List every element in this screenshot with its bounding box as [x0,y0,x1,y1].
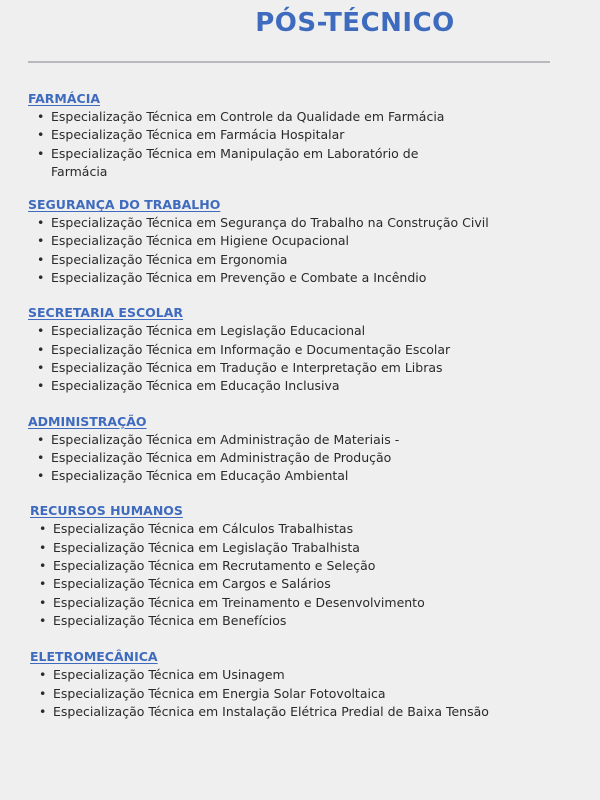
course-list [0,90,600,721]
list-item: • Especialização Técnica em Instalação Elétrica Predial de Baixa Tensão [30,703,573,721]
section-title[interactable]: ELETROMECÂNICA [30,649,158,665]
section-title[interactable]: SEGURANÇA DO TRABALHO [28,197,221,213]
section-title[interactable]: SECRETARIA ESCOLAR [28,305,184,321]
list-item: • Especialização Técnica em Administração de Materiais - [28,431,571,449]
section-farmacia [28,90,600,181]
section-eletromecanica [30,648,600,721]
section-secretaria-escolar [28,304,600,395]
section-recursos-humanos [30,502,600,630]
list-item: • Especialização Técnica em Informação e Documentação Escolar [28,341,571,359]
list-item: • Especialização Técnica em Benefícios [30,612,573,630]
list-item: • Especialização Técnica em Educação Inclusiva [28,377,571,395]
list-item: • Especialização Técnica em Manipulação em Laboratório de Farmácia [28,145,451,182]
list-item: • Especialização Técnica em Cálculos Trabalhistas [30,520,573,538]
list-item: • Especialização Técnica em Treinamento e Desenvolvimento [30,594,573,612]
list-item: • Especialização Técnica em Controle da Qualidade em Farmácia [28,108,451,126]
list-item: • Especialização Técnica em Energia Solar Fotovoltaica [30,685,573,703]
section-seguranca-do-trabalho [28,196,600,287]
section-title[interactable]: RECURSOS HUMANOS [30,503,183,519]
list-item: • Especialização Técnica em Legislação Educacional [28,322,571,340]
list-item: • Especialização Técnica em Tradução e Interpretação em Libras [28,359,571,377]
section-administracao [28,413,600,486]
list-item: • Especialização Técnica em Ergonomia [28,251,571,269]
page-title: PÓS-TÉCNICO [255,8,455,38]
list-item: • Especialização Técnica em Prevenção e Combate a Incêndio [28,269,571,287]
section-title[interactable]: ADMINISTRAÇÃO [28,413,147,429]
list-item: • Especialização Técnica em Usinagem [30,666,573,684]
list-item: • Especialização Técnica em Recrutamento e Seleção [30,557,573,575]
list-item: • Especialização Técnica em Educação Ambiental [28,467,571,485]
list-item: • Especialização Técnica em Higiene Ocupacional [28,232,571,250]
list-item: • Especialização Técnica em Segurança do Trabalho na Construção Civil [28,214,571,232]
list-item: • Especialização Técnica em Administração de Produção [28,449,571,467]
section-title[interactable]: FARMÁCIA [28,91,101,106]
list-item: • Especialização Técnica em Farmácia Hospitalar [28,126,451,144]
list-item: • Especialização Técnica em Legislação Trabalhista [30,539,573,557]
list-item: • Especialização Técnica em Cargos e Salários [30,575,573,593]
title-divider [28,61,550,63]
